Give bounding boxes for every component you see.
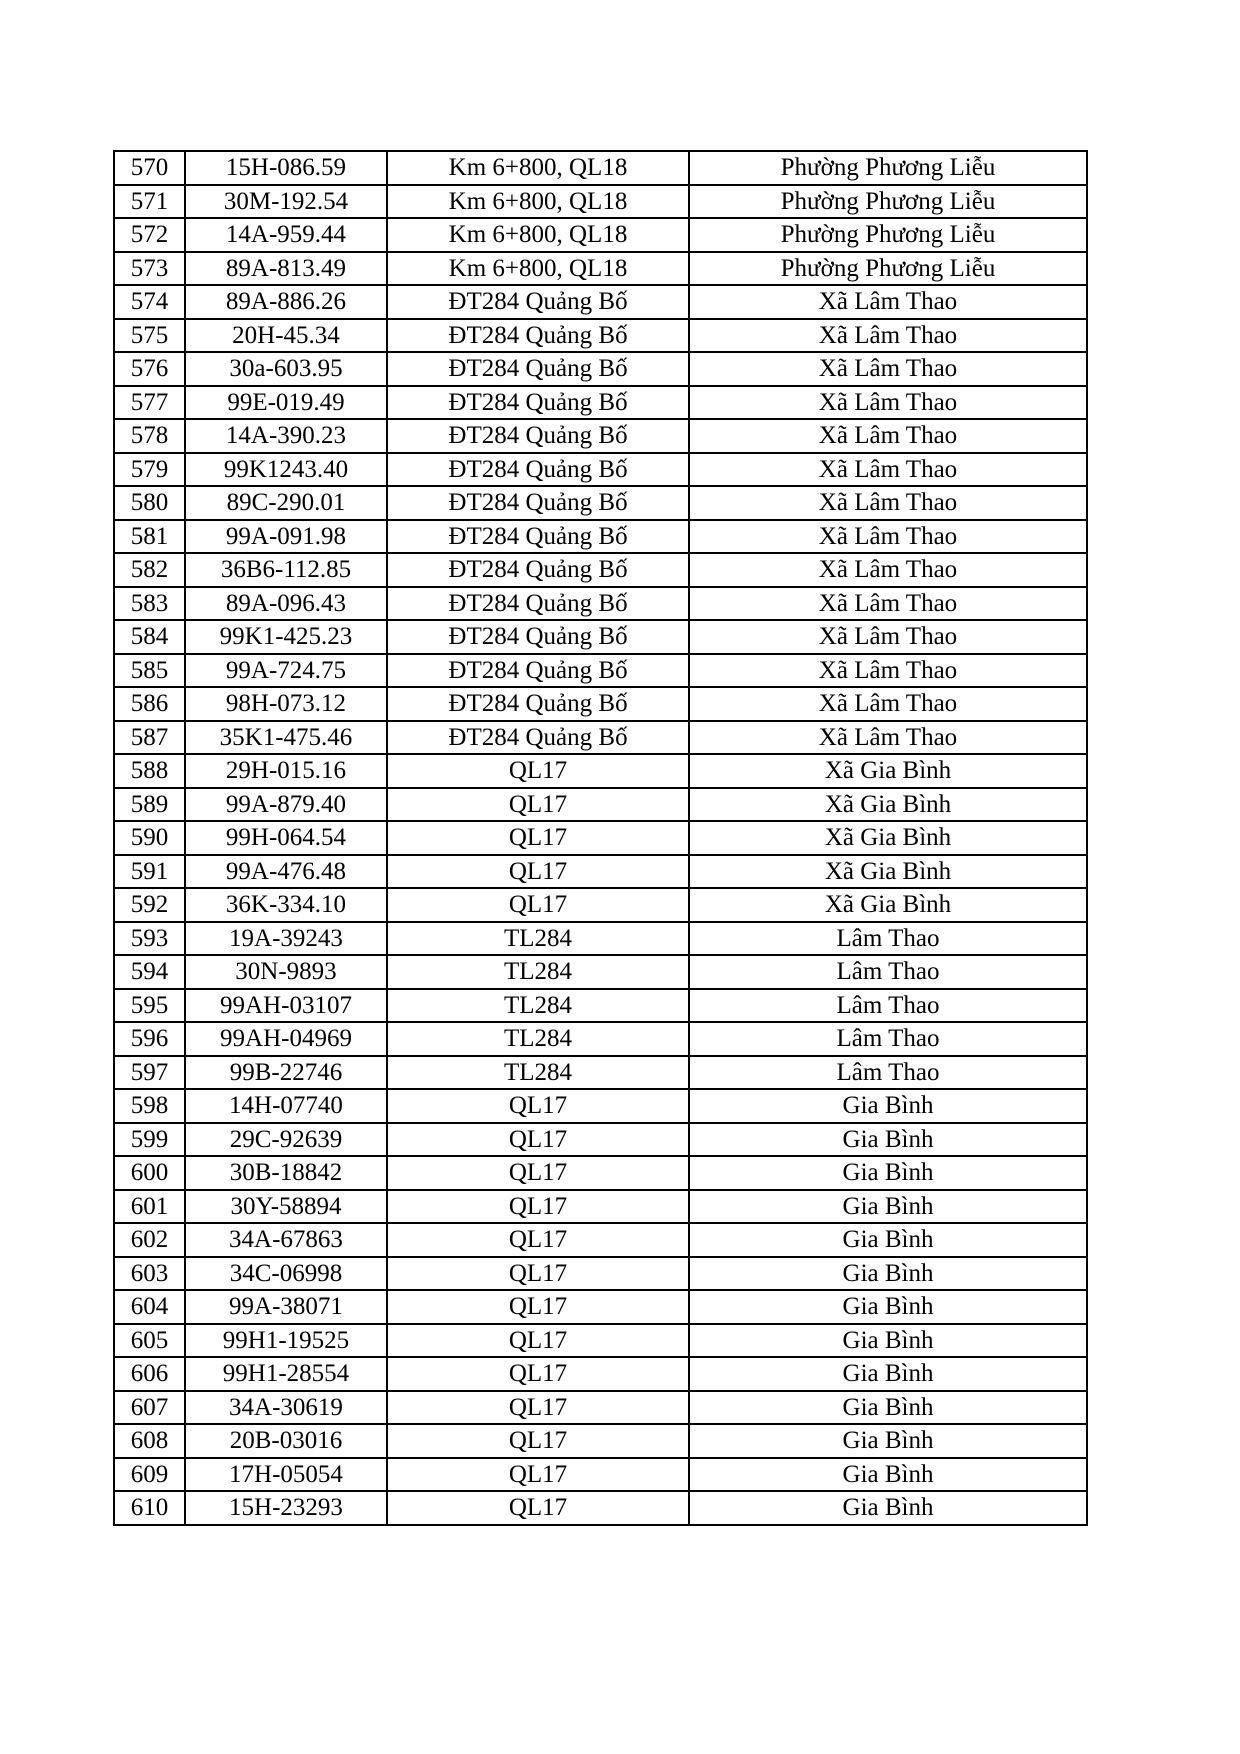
table-row: [114, 1056, 1087, 1090]
location-cell: ĐT284 Quảng Bố: [387, 319, 689, 353]
row-number-cell: 596: [114, 1022, 185, 1056]
area-cell: Lâm Thao: [689, 1056, 1087, 1090]
area-cell: Xã Lâm Thao: [689, 386, 1087, 420]
area-cell: Xã Lâm Thao: [689, 721, 1087, 755]
row-number-cell: 582: [114, 553, 185, 587]
table-row: [114, 955, 1087, 989]
license-plate-cell: 29C-92639: [185, 1123, 387, 1157]
row-number-cell: 587: [114, 721, 185, 755]
row-number-cell: 584: [114, 620, 185, 654]
table-row: [114, 453, 1087, 487]
license-plate-cell: 89A-886.26: [185, 285, 387, 319]
area-cell: Gia Bình: [689, 1290, 1087, 1324]
row-number-cell: 581: [114, 520, 185, 554]
location-cell: Km 6+800, QL18: [387, 185, 689, 219]
table-row: [114, 1089, 1087, 1123]
table-row: [114, 821, 1087, 855]
table-row: [114, 486, 1087, 520]
location-cell: QL17: [387, 754, 689, 788]
location-cell: TL284: [387, 955, 689, 989]
license-plate-cell: 34A-30619: [185, 1391, 387, 1425]
row-number-cell: 585: [114, 654, 185, 688]
license-plate-cell: 99K1-425.23: [185, 620, 387, 654]
table-row: [114, 687, 1087, 721]
license-plate-cell: 14H-07740: [185, 1089, 387, 1123]
license-plate-cell: 89A-096.43: [185, 587, 387, 621]
area-cell: Xã Gia Bình: [689, 788, 1087, 822]
table-row: [114, 319, 1087, 353]
table-row: [114, 352, 1087, 386]
license-plate-cell: 99A-476.48: [185, 855, 387, 889]
area-cell: Xã Lâm Thao: [689, 520, 1087, 554]
table-row: [114, 989, 1087, 1023]
area-cell: Xã Gia Bình: [689, 754, 1087, 788]
license-plate-cell: 99H-064.54: [185, 821, 387, 855]
table-row: [114, 788, 1087, 822]
location-cell: TL284: [387, 1056, 689, 1090]
table-row: [114, 1357, 1087, 1391]
table-row: [114, 1257, 1087, 1291]
location-cell: ĐT284 Quảng Bố: [387, 419, 689, 453]
row-number-cell: 580: [114, 486, 185, 520]
row-number-cell: 579: [114, 453, 185, 487]
license-plate-cell: 30N-9893: [185, 955, 387, 989]
table-row: [114, 1223, 1087, 1257]
location-cell: ĐT284 Quảng Bố: [387, 587, 689, 621]
table-row: [114, 855, 1087, 889]
license-plate-cell: 35K1-475.46: [185, 721, 387, 755]
location-cell: QL17: [387, 1156, 689, 1190]
table-row: [114, 1458, 1087, 1492]
area-cell: Gia Bình: [689, 1123, 1087, 1157]
area-cell: Gia Bình: [689, 1491, 1087, 1525]
table-row: [114, 1123, 1087, 1157]
license-plate-cell: 14A-959.44: [185, 218, 387, 252]
area-cell: Xã Lâm Thao: [689, 587, 1087, 621]
location-cell: QL17: [387, 1290, 689, 1324]
license-plate-cell: 30Y-58894: [185, 1190, 387, 1224]
location-cell: QL17: [387, 1424, 689, 1458]
area-cell: Gia Bình: [689, 1324, 1087, 1358]
area-cell: Gia Bình: [689, 1391, 1087, 1425]
location-cell: QL17: [387, 788, 689, 822]
table-row: [114, 520, 1087, 554]
location-cell: QL17: [387, 1123, 689, 1157]
row-number-cell: 590: [114, 821, 185, 855]
area-cell: Xã Lâm Thao: [689, 453, 1087, 487]
area-cell: Xã Lâm Thao: [689, 285, 1087, 319]
license-plate-cell: 36B6-112.85: [185, 553, 387, 587]
location-cell: Km 6+800, QL18: [387, 218, 689, 252]
row-number-cell: 591: [114, 855, 185, 889]
license-plate-cell: 99K1243.40: [185, 453, 387, 487]
location-cell: QL17: [387, 855, 689, 889]
table-row: [114, 888, 1087, 922]
row-number-cell: 576: [114, 352, 185, 386]
area-cell: Xã Lâm Thao: [689, 553, 1087, 587]
location-cell: QL17: [387, 1223, 689, 1257]
area-cell: Xã Lâm Thao: [689, 687, 1087, 721]
row-number-cell: 574: [114, 285, 185, 319]
location-cell: ĐT284 Quảng Bố: [387, 687, 689, 721]
table-row: [114, 386, 1087, 420]
row-number-cell: 593: [114, 922, 185, 956]
row-number-cell: 594: [114, 955, 185, 989]
area-cell: Xã Gia Bình: [689, 855, 1087, 889]
table-row: [114, 1491, 1087, 1525]
table-row: [114, 553, 1087, 587]
row-number-cell: 573: [114, 252, 185, 286]
row-number-cell: 606: [114, 1357, 185, 1391]
license-plate-cell: 99A-38071: [185, 1290, 387, 1324]
row-number-cell: 599: [114, 1123, 185, 1157]
license-plate-cell: 99B-22746: [185, 1056, 387, 1090]
location-cell: ĐT284 Quảng Bố: [387, 721, 689, 755]
license-plate-cell: 20B-03016: [185, 1424, 387, 1458]
area-cell: Xã Lâm Thao: [689, 352, 1087, 386]
table-row: [114, 754, 1087, 788]
area-cell: Gia Bình: [689, 1424, 1087, 1458]
license-plate-cell: 19A-39243: [185, 922, 387, 956]
row-number-cell: 592: [114, 888, 185, 922]
location-cell: ĐT284 Quảng Bố: [387, 486, 689, 520]
location-cell: ĐT284 Quảng Bố: [387, 520, 689, 554]
license-plate-cell: 99AH-04969: [185, 1022, 387, 1056]
area-cell: Gia Bình: [689, 1223, 1087, 1257]
license-plate-cell: 30M-192.54: [185, 185, 387, 219]
row-number-cell: 605: [114, 1324, 185, 1358]
table-row: [114, 1156, 1087, 1190]
location-cell: QL17: [387, 1324, 689, 1358]
table-row: [114, 620, 1087, 654]
area-cell: Gia Bình: [689, 1156, 1087, 1190]
table-row: [114, 654, 1087, 688]
license-plate-cell: 17H-05054: [185, 1458, 387, 1492]
location-cell: QL17: [387, 1458, 689, 1492]
table-row: [114, 587, 1087, 621]
area-cell: Gia Bình: [689, 1190, 1087, 1224]
location-cell: TL284: [387, 1022, 689, 1056]
table-row: [114, 218, 1087, 252]
row-number-cell: 607: [114, 1391, 185, 1425]
row-number-cell: 583: [114, 587, 185, 621]
license-plate-cell: 99H1-28554: [185, 1357, 387, 1391]
table-row: [114, 285, 1087, 319]
row-number-cell: 578: [114, 419, 185, 453]
location-cell: QL17: [387, 1391, 689, 1425]
row-number-cell: 586: [114, 687, 185, 721]
area-cell: Xã Lâm Thao: [689, 486, 1087, 520]
license-plate-cell: 30a-603.95: [185, 352, 387, 386]
area-cell: Xã Gia Bình: [689, 821, 1087, 855]
area-cell: Phường Phương Liễu: [689, 151, 1087, 185]
location-cell: Km 6+800, QL18: [387, 151, 689, 185]
license-plate-cell: 20H-45.34: [185, 319, 387, 353]
license-plate-cell: 14A-390.23: [185, 419, 387, 453]
area-cell: Phường Phương Liễu: [689, 252, 1087, 286]
license-plate-cell: 99A-724.75: [185, 654, 387, 688]
location-cell: TL284: [387, 922, 689, 956]
location-cell: QL17: [387, 1357, 689, 1391]
table-row: [114, 419, 1087, 453]
license-plate-cell: 15H-23293: [185, 1491, 387, 1525]
table-row: [114, 1324, 1087, 1358]
row-number-cell: 603: [114, 1257, 185, 1291]
location-cell: QL17: [387, 1257, 689, 1291]
area-cell: Lâm Thao: [689, 922, 1087, 956]
area-cell: Phường Phương Liễu: [689, 185, 1087, 219]
area-cell: Xã Lâm Thao: [689, 419, 1087, 453]
license-plate-cell: 30B-18842: [185, 1156, 387, 1190]
location-cell: QL17: [387, 1491, 689, 1525]
area-cell: Xã Lâm Thao: [689, 319, 1087, 353]
row-number-cell: 588: [114, 754, 185, 788]
location-cell: ĐT284 Quảng Bố: [387, 285, 689, 319]
area-cell: Gia Bình: [689, 1357, 1087, 1391]
location-cell: QL17: [387, 821, 689, 855]
table-row: [114, 721, 1087, 755]
license-plate-cell: 99E-019.49: [185, 386, 387, 420]
row-number-cell: 577: [114, 386, 185, 420]
location-cell: ĐT284 Quảng Bố: [387, 453, 689, 487]
row-number-cell: 597: [114, 1056, 185, 1090]
row-number-cell: 570: [114, 151, 185, 185]
row-number-cell: 601: [114, 1190, 185, 1224]
table-row: [114, 922, 1087, 956]
row-number-cell: 572: [114, 218, 185, 252]
violation-table: [113, 150, 1088, 1526]
table-row: [114, 151, 1087, 185]
row-number-cell: 610: [114, 1491, 185, 1525]
license-plate-cell: 99AH-03107: [185, 989, 387, 1023]
row-number-cell: 571: [114, 185, 185, 219]
location-cell: ĐT284 Quảng Bố: [387, 352, 689, 386]
location-cell: TL284: [387, 989, 689, 1023]
table-row: [114, 1391, 1087, 1425]
location-cell: ĐT284 Quảng Bố: [387, 620, 689, 654]
area-cell: Xã Gia Bình: [689, 888, 1087, 922]
area-cell: Lâm Thao: [689, 989, 1087, 1023]
area-cell: Xã Lâm Thao: [689, 620, 1087, 654]
area-cell: Lâm Thao: [689, 955, 1087, 989]
row-number-cell: 595: [114, 989, 185, 1023]
row-number-cell: 604: [114, 1290, 185, 1324]
table-row: [114, 1022, 1087, 1056]
row-number-cell: 575: [114, 319, 185, 353]
row-number-cell: 589: [114, 788, 185, 822]
area-cell: Lâm Thao: [689, 1022, 1087, 1056]
location-cell: Km 6+800, QL18: [387, 252, 689, 286]
license-plate-cell: 29H-015.16: [185, 754, 387, 788]
area-cell: Gia Bình: [689, 1458, 1087, 1492]
location-cell: QL17: [387, 888, 689, 922]
license-plate-cell: 99A-091.98: [185, 520, 387, 554]
license-plate-cell: 89C-290.01: [185, 486, 387, 520]
row-number-cell: 608: [114, 1424, 185, 1458]
license-plate-cell: 98H-073.12: [185, 687, 387, 721]
location-cell: QL17: [387, 1089, 689, 1123]
row-number-cell: 602: [114, 1223, 185, 1257]
license-plate-cell: 99H1-19525: [185, 1324, 387, 1358]
license-plate-cell: 36K-334.10: [185, 888, 387, 922]
license-plate-cell: 99A-879.40: [185, 788, 387, 822]
location-cell: ĐT284 Quảng Bố: [387, 654, 689, 688]
area-cell: Phường Phương Liễu: [689, 218, 1087, 252]
license-plate-cell: 34A-67863: [185, 1223, 387, 1257]
license-plate-cell: 89A-813.49: [185, 252, 387, 286]
location-cell: ĐT284 Quảng Bố: [387, 553, 689, 587]
table-row: [114, 1190, 1087, 1224]
area-cell: Xã Lâm Thao: [689, 654, 1087, 688]
row-number-cell: 609: [114, 1458, 185, 1492]
table-row: [114, 1290, 1087, 1324]
table-row: [114, 252, 1087, 286]
license-plate-cell: 15H-086.59: [185, 151, 387, 185]
area-cell: Gia Bình: [689, 1089, 1087, 1123]
location-cell: ĐT284 Quảng Bố: [387, 386, 689, 420]
location-cell: QL17: [387, 1190, 689, 1224]
table-row: [114, 185, 1087, 219]
row-number-cell: 600: [114, 1156, 185, 1190]
license-plate-cell: 34C-06998: [185, 1257, 387, 1291]
area-cell: Gia Bình: [689, 1257, 1087, 1291]
row-number-cell: 598: [114, 1089, 185, 1123]
table-body: [114, 151, 1087, 1525]
table-row: [114, 1424, 1087, 1458]
